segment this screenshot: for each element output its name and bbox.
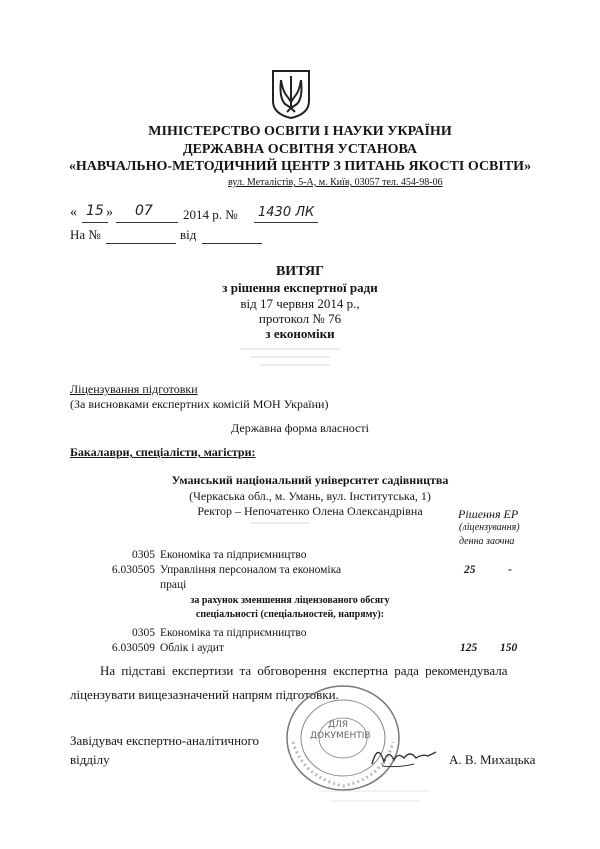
title-line-1: з рішення експертної ради [222, 280, 378, 295]
reduction-note-1: за рахунок зменшення ліцензованого обсягу [190, 595, 390, 606]
row-a2-name-cont: праці [160, 579, 187, 591]
row-a1-name: Економіка та підприємництво [160, 549, 307, 561]
reg-month: 07 [135, 203, 153, 219]
title-line-3: протокол № 76 [258, 311, 342, 326]
signer-name: А. В. Михацька [449, 752, 536, 767]
conclusion-line-2: ліцензувати вищезазначений напрям підготовки. [70, 687, 339, 702]
reg-year-no: 2014 р. № [183, 207, 238, 222]
university-rector: Ректор – Непочатенко Олена Олександрівна [197, 504, 423, 518]
row-a2-day: 25 [464, 564, 476, 576]
signer-position-2: відділу [70, 752, 110, 767]
address: вул. Металістів, 5-А, м. Київ, 03057 тел. 454-98-06 [228, 177, 443, 188]
conclusion-line-1: На підставі експертизи та обговорення експертна рада рекомендувала [100, 663, 508, 678]
row-b2-name: Облік і аудит [160, 642, 224, 654]
stamp-text-2: ДОКУМЕНТІВ [310, 731, 371, 741]
row-a2-name: Управління персоналом та економіка [160, 564, 342, 576]
basis-note: (За висновками експертних комісій МОН України) [70, 397, 329, 411]
reduction-note-2: спеціальності (спеціальностей, напряму): [195, 609, 385, 620]
stamp-text-1: ДЛЯ [328, 720, 349, 730]
from-label: від [180, 227, 197, 242]
row-b2-day: 125 [460, 642, 478, 654]
decision-columns: денна заочна [459, 536, 515, 547]
signer-position-1: Завідувач експертно-аналітичного [70, 733, 260, 748]
row-a1-code: 0305 [132, 549, 155, 561]
licensing-heading: Ліцензування підготовки [70, 382, 198, 396]
doc-title: ВИТЯГ [275, 264, 325, 279]
decision-header: Рішення ЕР [458, 507, 519, 521]
row-b1-name: Економіка та підприємництво [160, 627, 307, 639]
on-no-label: На № [70, 227, 101, 242]
center-name: «НАВЧАЛЬНО-МЕТОДИЧНИЙ ЦЕНТР З ПИТАНЬ ЯКОСТІ ОСВІТИ» [68, 159, 532, 174]
coat-of-arms-icon [270, 68, 312, 120]
ownership-label: Державна форма власності [231, 421, 369, 435]
ministry-name: МІНІСТЕРСТВО ОСВІТИ І НАУКИ УКРАЇНИ [148, 124, 452, 139]
university-name: Уманський національний університет садівництва [171, 473, 449, 487]
institution-name: ДЕРЖАВНА ОСВІТНЯ УСТАНОВА [182, 142, 418, 157]
quote-close: » [106, 205, 113, 220]
quote-open: « [70, 205, 77, 220]
title-line-4: з економіки [265, 326, 335, 341]
row-a2-code: 6.030505 [111, 564, 155, 576]
reg-number: 1430 ЛК [258, 205, 315, 220]
row-b1-code: 0305 [132, 627, 155, 639]
row-a2-ext: - [508, 564, 512, 576]
row-b2-ext: 150 [500, 642, 518, 654]
levels-heading: Бакалаври, спеціалісти, магістри: [70, 445, 256, 459]
decision-subheader: (ліцензування) [459, 522, 520, 533]
signature-icon [368, 738, 440, 772]
university-address: (Черкаська обл., м. Умань, вул. Інститутська, 1) [189, 489, 431, 503]
title-line-2: від 17 червня 2014 р., [240, 296, 360, 311]
row-b2-code: 6.030509 [111, 642, 155, 654]
reg-day: 15 [86, 203, 104, 219]
